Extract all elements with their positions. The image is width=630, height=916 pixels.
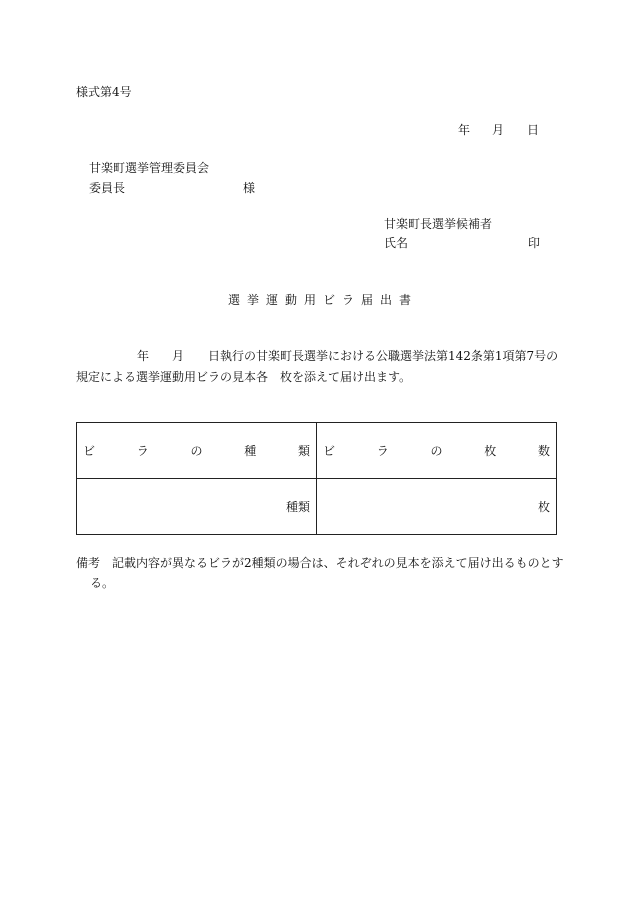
header-count-char: の [430,444,443,458]
addressee-honorific: 様 [243,181,256,195]
body-line-2: 規定による選挙運動用ビラの見本各 枚を添えて届け出ます。 [76,370,412,384]
addressee-title: 委員長 [89,181,126,195]
header-count-char: ビ [323,444,336,458]
seal-mark: 印 [528,236,541,250]
header-type-char: の [190,444,203,458]
header-type-char: ビ [83,444,96,458]
form-number: 様式第4号 [76,85,132,99]
addressee-organization: 甘楽町選挙管理委員会 [89,161,210,175]
header-count-char: 枚 [484,444,497,458]
header-type-char: ラ [136,444,149,458]
body-line-1-text: 日執行の甘楽町長選挙における公職選挙法第142条第1項第7号の [208,349,559,363]
candidate-title: 甘楽町長選挙候補者 [384,217,493,231]
flyer-table [76,422,557,535]
table-row [77,479,557,535]
header-count-char: 数 [537,444,550,458]
count-unit-label: 枚 [537,500,550,514]
type-unit-label: 種類 [285,500,310,514]
date-day-label: 日 [527,123,540,137]
header-type-char: 類 [297,444,310,458]
header-count-char: ラ [376,444,389,458]
candidate-name-label: 氏名 [384,236,409,250]
flyer-count-field[interactable] [317,479,557,535]
note-label: 備考 [76,556,101,570]
body-year-label: 年 [137,349,150,363]
note-text-1: 記載内容が異なるビラが2種類の場合は、それぞれの見本を添えて届け出るものとす [112,556,564,570]
date-month-label: 月 [492,123,505,137]
date-year-label: 年 [458,123,471,137]
body-month-label: 月 [172,349,185,363]
header-flyer-type [77,423,317,479]
table-header-row [77,423,557,479]
flyer-type-field[interactable] [77,479,317,535]
note-text-2: る。 [90,576,115,590]
header-type-char: 種 [244,444,257,458]
header-flyer-count [317,423,557,479]
document-title: 選挙運動用ビラ届出書 [228,293,419,307]
